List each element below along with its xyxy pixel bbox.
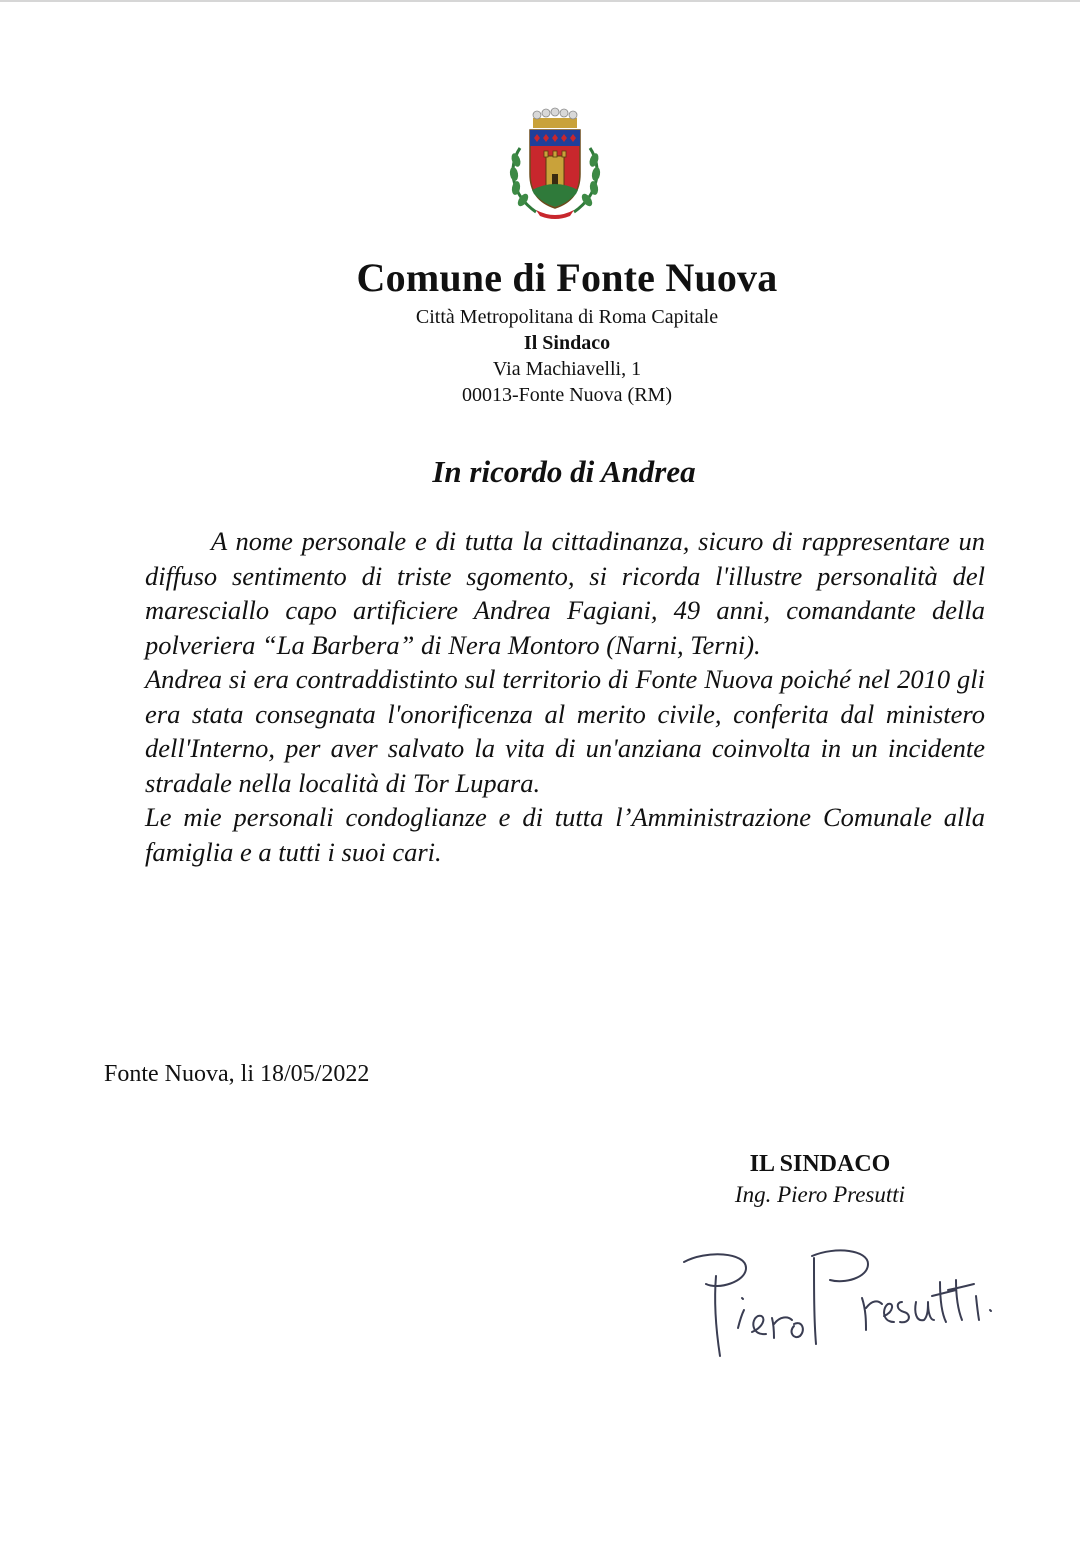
municipality-title: Comune di Fonte Nuova (356, 255, 778, 300)
body-paragraph-2: Andrea si era contraddistinto sul territorio di Fonte Nuova poiché nel 2010 gli era stata consegnata l'onorificenza al merito civile, conferita dal ministero dell'Interno, per aver salvato la vita di un'anziana coinvolta in un incidente stradale nella località di Tor Lupara. (145, 664, 985, 798)
document-heading: In ricordo di Andrea (432, 454, 696, 489)
address-street: Via Machiavelli, 1 (492, 358, 642, 380)
handwritten-signature (676, 1240, 996, 1370)
body-paragraph-3: Le mie personali condoglianze e di tutta l’Amministrazione Comunale alla famiglia e a tutti i suoi cari. (145, 802, 985, 867)
address-city: 00013-Fonte Nuova (RM) (462, 384, 672, 406)
letterhead (0, 252, 1080, 408)
document-body (145, 524, 985, 869)
signature-block (640, 1148, 1000, 1210)
signer-name: Ing. Piero Presutti (734, 1182, 906, 1207)
municipal-crest-icon (506, 104, 604, 222)
municipality-subtitle: Città Metropolitana di Roma Capitale (415, 306, 719, 328)
signer-role: IL SINDACO (749, 1151, 891, 1177)
date-line: Fonte Nuova, li 18/05/2022 (104, 1061, 370, 1087)
top-rule (0, 0, 1080, 2)
office-label: Il Sindaco (523, 332, 611, 354)
body-paragraph-1: A nome personale e di tutta la cittadinanza, sicuro di rappresentare un diffuso sentimento di triste sgomento, si ricorda l'illustre personalità del maresciallo capo artificiere Andrea Fagiani, 49 anni, comandante della polveriera “La Barbera” di Nera Montoro (Narni, Terni). (145, 526, 985, 660)
